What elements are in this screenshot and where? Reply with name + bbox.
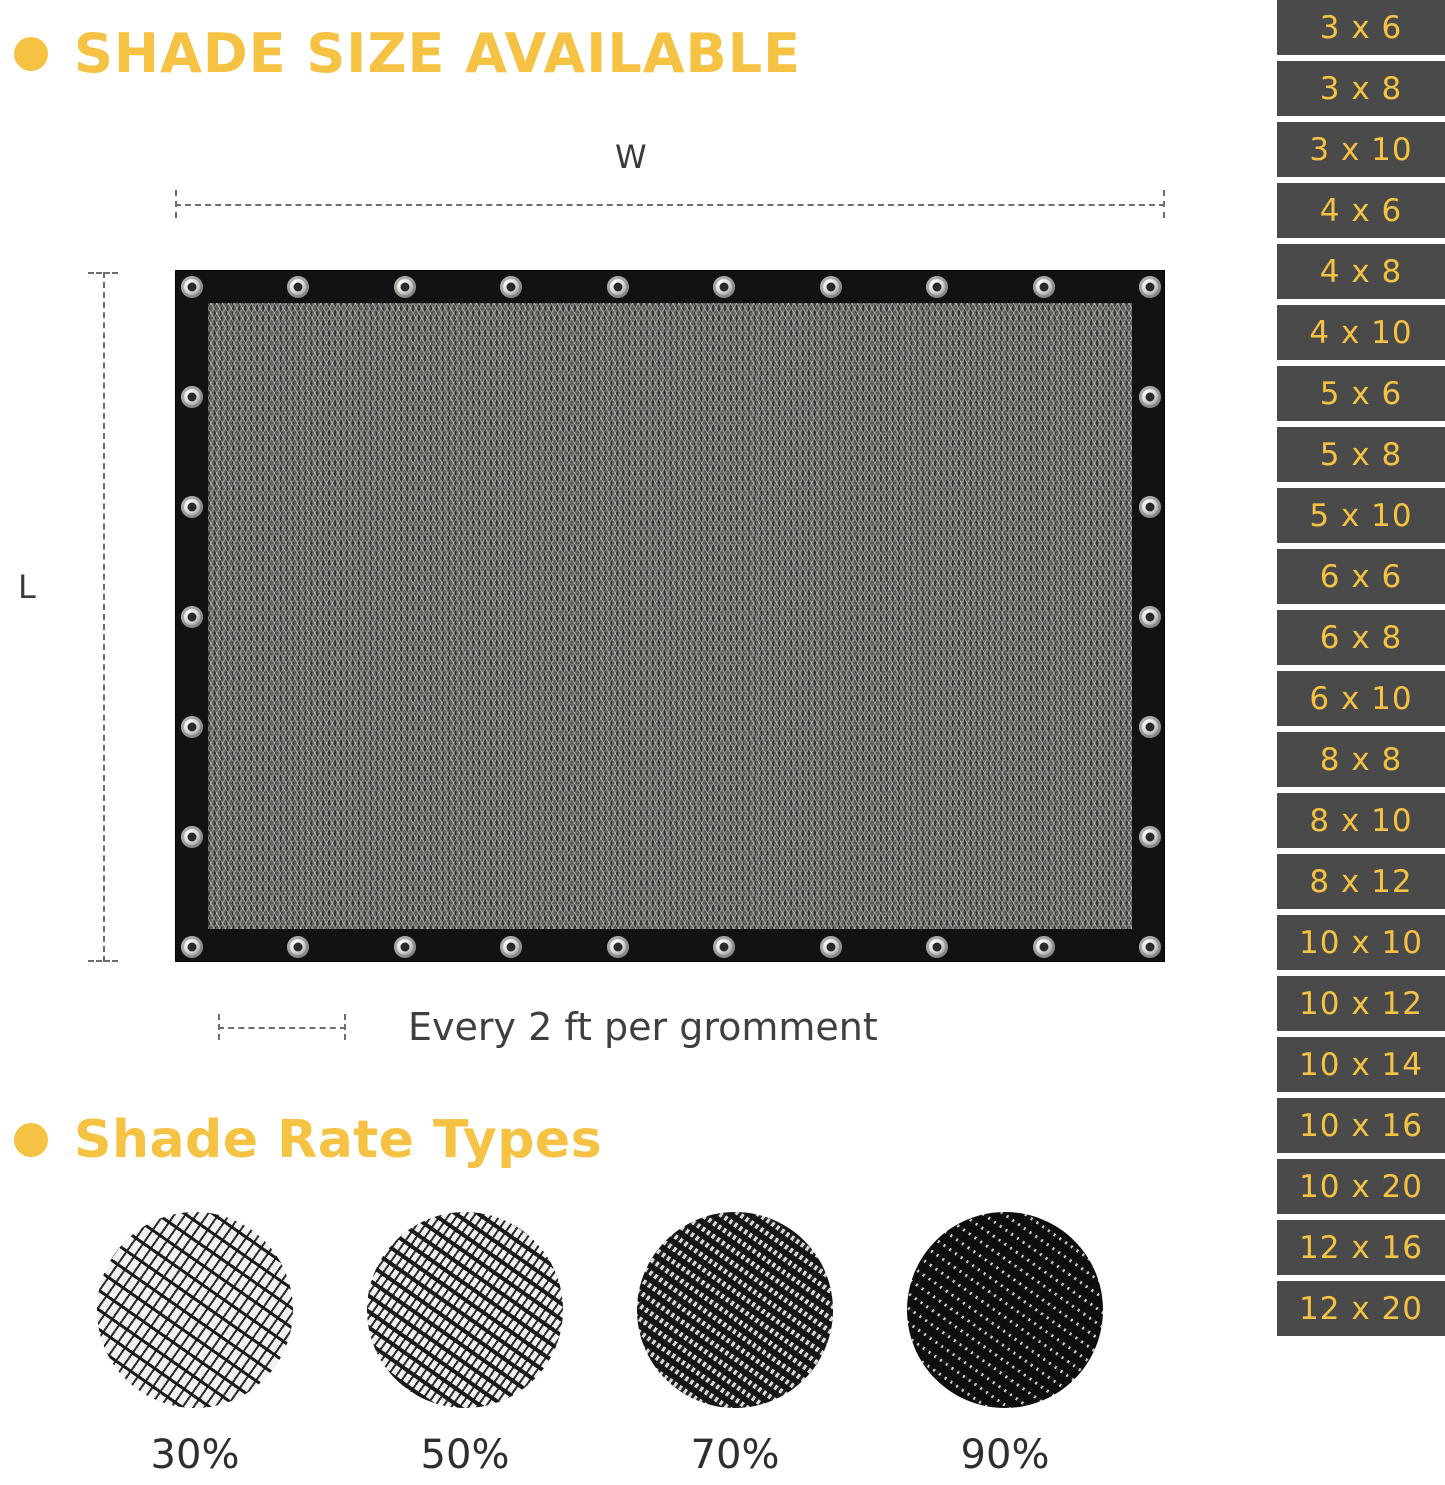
shade-cloth-mesh [208,303,1132,929]
shade-size-heading-label: SHADE SIZE AVAILABLE [74,22,802,85]
size-list [1277,0,1445,1485]
size-option-chip[interactable] [1277,1281,1445,1336]
grommet-top [1033,276,1055,298]
grommet-left [181,386,203,408]
grommet-dimension-cap-right [344,1014,346,1040]
size-option-chip[interactable] [1277,183,1445,238]
shade-rate-label: 50% [420,1432,510,1478]
grommet-right [1139,496,1161,518]
width-dimension-line [175,190,1165,218]
grommet-bottom [607,936,629,958]
shade-rate-item [900,1212,1110,1478]
grommet-corner [181,276,203,298]
grommet-left [181,496,203,518]
size-option-label: 6 x 8 [1319,619,1403,656]
grommet-left [181,826,203,848]
size-option-label: 4 x 10 [1309,314,1413,351]
size-option-label: 5 x 8 [1319,436,1403,473]
size-option-label: 10 x 16 [1299,1107,1423,1144]
size-option-chip[interactable] [1277,427,1445,482]
grommet-right [1139,826,1161,848]
shade-rate-item [360,1212,570,1478]
grommet-corner [1139,936,1161,958]
size-option-label: 5 x 10 [1309,497,1413,534]
grommet-dimension-cap-left [218,1014,220,1040]
size-option-chip[interactable] [1277,366,1445,421]
grommet-bottom [500,936,522,958]
grommet-right [1139,606,1161,628]
size-option-label: 5 x 6 [1319,375,1403,412]
shade-rate-label: 90% [960,1432,1050,1478]
size-option-chip[interactable] [1277,549,1445,604]
length-dimension-cap-top [88,272,118,274]
grommet-spacing-label: Every 2 ft per gromment [408,1005,878,1049]
size-option-chip[interactable] [1277,1098,1445,1153]
grommet-bottom [713,936,735,958]
size-option-chip[interactable] [1277,915,1445,970]
shade-rate-label: 70% [690,1432,780,1478]
size-option-label: 10 x 10 [1299,924,1423,961]
grommet-bottom [820,936,842,958]
size-option-chip[interactable] [1277,488,1445,543]
size-option-label: 8 x 12 [1309,863,1413,900]
width-dimension-cap-left [175,190,177,218]
size-option-label: 8 x 10 [1309,802,1413,839]
shade-rate-swatch [97,1212,293,1408]
shade-rate-swatch [637,1212,833,1408]
size-option-label: 3 x 8 [1319,70,1403,107]
size-option-label: 10 x 14 [1299,1046,1423,1083]
size-option-chip[interactable] [1277,244,1445,299]
size-option-label: 6 x 6 [1319,558,1403,595]
length-dimension-cap-bottom [88,960,118,962]
shade-rate-swatch [907,1212,1103,1408]
grommet-spacing-note [218,1005,878,1049]
size-option-chip[interactable] [1277,610,1445,665]
size-option-label: 3 x 10 [1309,131,1413,168]
shade-rate-heading-label: Shade Rate Types [74,1110,603,1170]
shade-size-heading [14,22,801,85]
size-option-chip[interactable] [1277,0,1445,55]
grommet-bottom [926,936,948,958]
grommet-bottom [394,936,416,958]
size-option-chip[interactable] [1277,976,1445,1031]
grommet-left [181,716,203,738]
size-option-label: 10 x 20 [1299,1168,1423,1205]
length-dimension-rule [103,272,105,962]
shade-rate-label: 30% [150,1432,240,1478]
grommet-bottom [1033,936,1055,958]
grommet-corner [1139,276,1161,298]
grommet-right [1139,716,1161,738]
size-option-chip[interactable] [1277,732,1445,787]
grommet-top [500,276,522,298]
grommet-dimension-rule [218,1027,346,1029]
size-option-chip[interactable] [1277,305,1445,360]
length-dimension-line [88,272,118,962]
grommet-spacing-dimension [218,1014,346,1040]
size-option-chip[interactable] [1277,793,1445,848]
size-option-label: 12 x 16 [1299,1229,1423,1266]
size-option-chip[interactable] [1277,1037,1445,1092]
shade-rate-item [630,1212,840,1478]
grommet-corner [181,936,203,958]
shade-rate-swatch [367,1212,563,1408]
size-option-label: 12 x 20 [1299,1290,1423,1327]
shade-diagram [0,120,1260,1070]
size-option-chip[interactable] [1277,122,1445,177]
grommet-top [607,276,629,298]
grommet-left [181,606,203,628]
length-label: L [18,568,36,606]
size-option-chip[interactable] [1277,61,1445,116]
bullet-icon [14,37,48,71]
size-option-chip[interactable] [1277,1220,1445,1275]
size-option-chip[interactable] [1277,1159,1445,1214]
grommet-top [713,276,735,298]
shade-cloth-panel [175,270,1165,962]
size-option-label: 3 x 6 [1319,9,1403,46]
grommet-bottom [287,936,309,958]
width-dimension-rule [175,204,1165,206]
width-dimension-cap-right [1163,190,1165,218]
shade-rate-list [60,1212,1210,1482]
shade-rate-heading [14,1110,602,1170]
grommet-right [1139,386,1161,408]
width-label: W [615,138,647,176]
grommet-top [926,276,948,298]
size-option-label: 8 x 8 [1319,741,1403,778]
size-option-chip[interactable] [1277,671,1445,726]
shade-rate-item [90,1212,300,1478]
size-option-label: 6 x 10 [1309,680,1413,717]
grommet-top [394,276,416,298]
grommet-top [820,276,842,298]
size-option-label: 4 x 8 [1319,253,1403,290]
size-option-label: 4 x 6 [1319,192,1403,229]
bullet-icon [14,1123,48,1157]
size-option-chip[interactable] [1277,854,1445,909]
grommet-top [287,276,309,298]
size-option-label: 10 x 12 [1299,985,1423,1022]
